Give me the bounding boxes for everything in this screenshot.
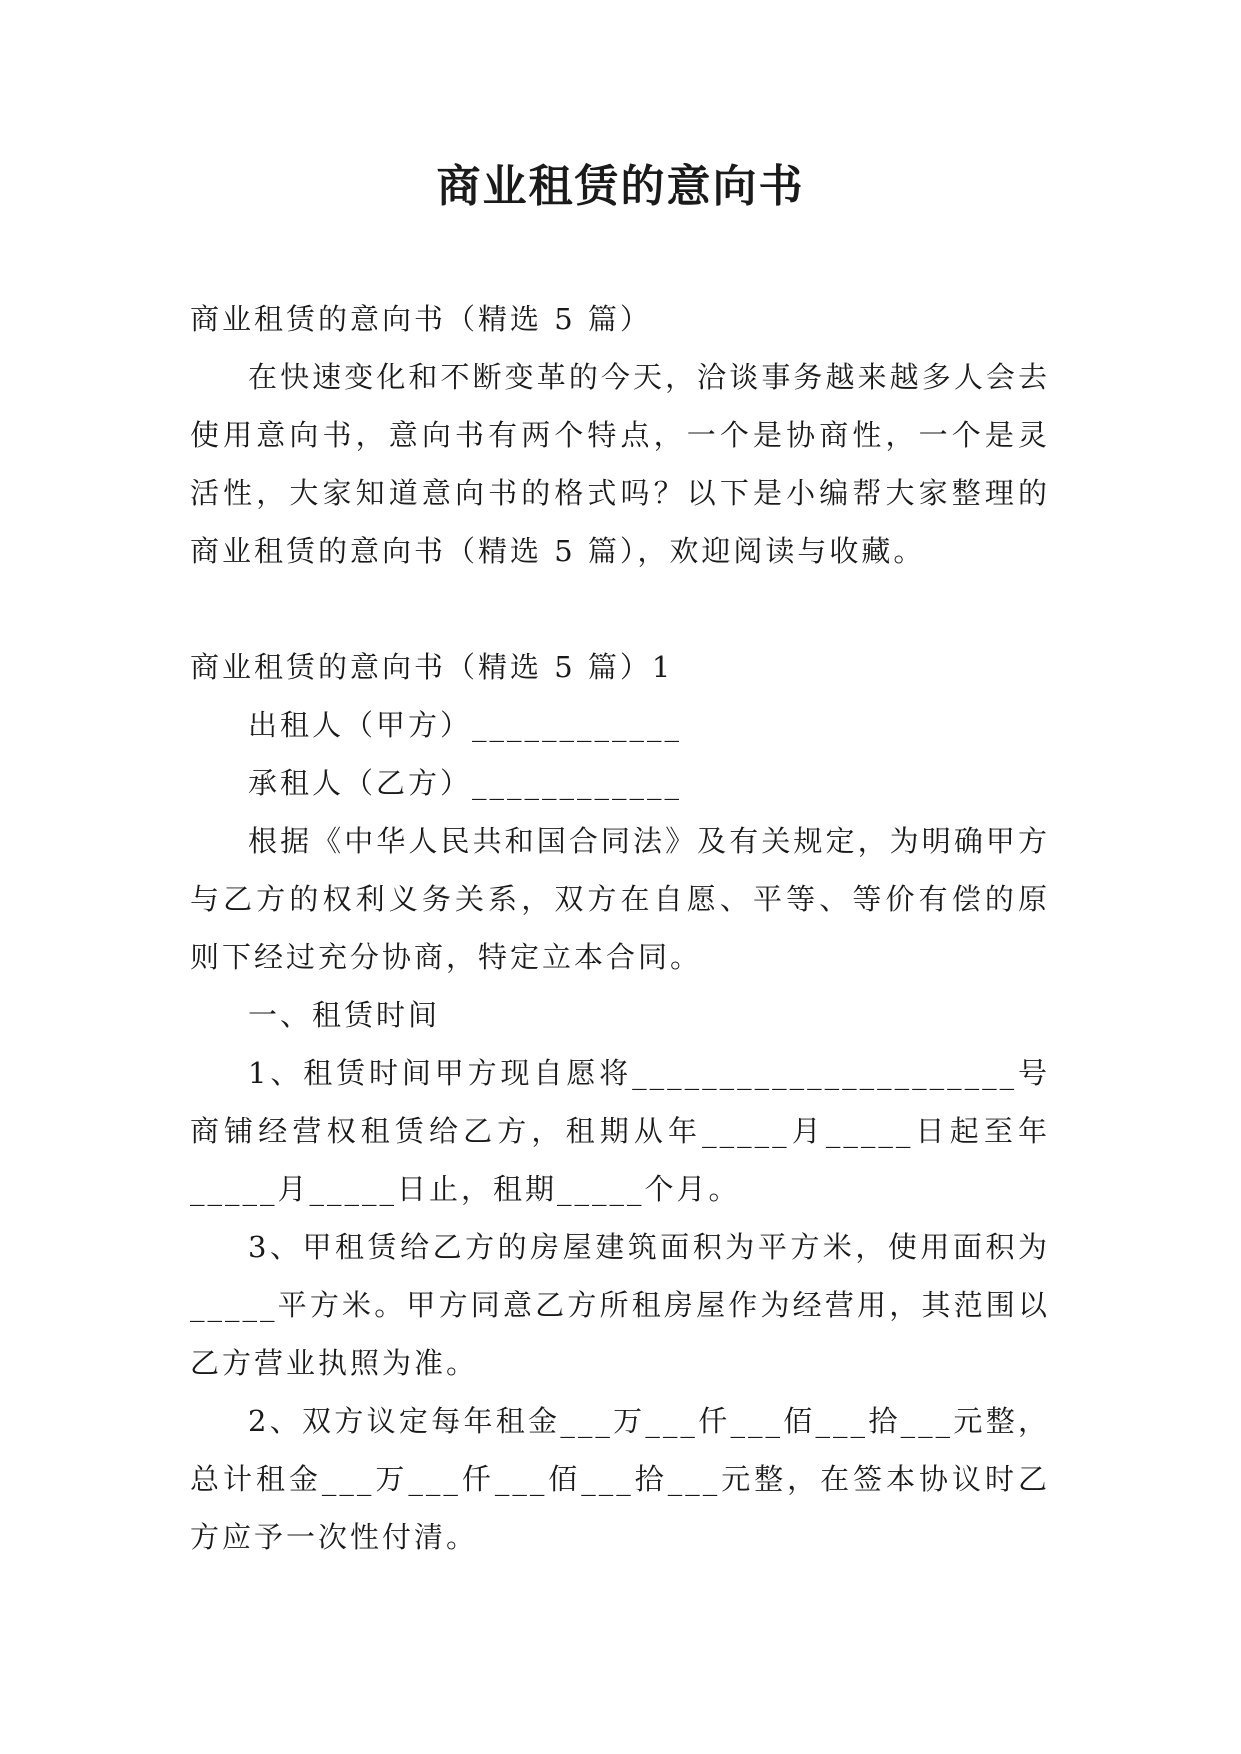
document-body [190,290,1050,1566]
document-title: 商业租赁的意向书 [436,161,805,212]
lessee-line: 承租人（乙方）____________ [248,766,683,800]
section-heading: 商业租赁的意向书（精选 5 篇）1 [190,650,674,684]
basis-paragraph: 根据《中华人民共和国合同法》及有关规定，为明确甲方与乙方的权利义务关系，双方在自愿、平等、等价有偿的原则下经过充分协商，特定立本合同。 [190,824,1050,974]
clause-1-paragraph: 1、租赁时间甲方现自愿将______________________号商铺经营权租赁给乙方，租期从年_____月_____日起至年_____月_____日止，租期_____个月。 [190,1056,1050,1206]
section-spacer [190,580,1050,638]
clause-2-paragraph: 2、双方议定每年租金___万___仟___佰___拾___元整，总计租金___万___仟___佰___拾___元整，在签本协议时乙方应予一次性付清。 [190,1404,1050,1554]
document-subtitle: 商业租赁的意向书（精选 5 篇） [190,302,652,336]
clause-heading: 一、租赁时间 [248,998,441,1032]
lessor-line: 出租人（甲方）____________ [248,708,683,742]
intro-paragraph: 在快速变化和不断变革的今天，洽谈事务越来越多人会去使用意向书，意向书有两个特点，一个是协商性，一个是灵活性，大家知道意向书的格式吗？以下是小编帮大家整理的商业租赁的意向书（精选 5 篇），欢迎阅读与收藏。 [190,360,1050,568]
clause-3-paragraph: 3、甲租赁给乙方的房屋建筑面积为平方米，使用面积为_____平方米。甲方同意乙方所租房屋作为经营用，其范围以乙方营业执照为准。 [190,1230,1050,1380]
